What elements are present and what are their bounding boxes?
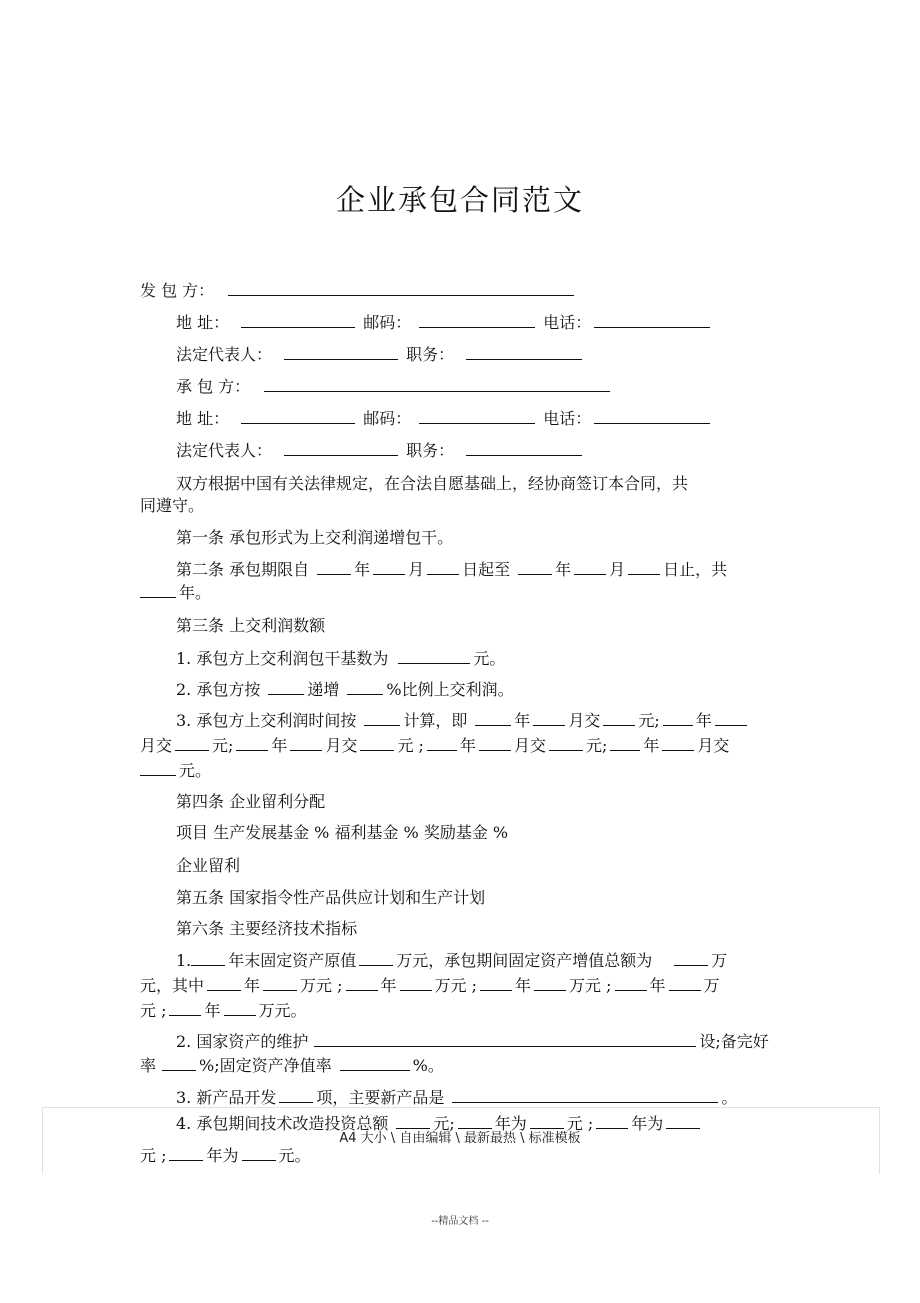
job-label: 职务： — [406, 441, 455, 460]
blank[interactable] — [162, 1055, 196, 1071]
document-title: 企业承包合同范文 — [335, 183, 584, 217]
article-3-item-2 — [176, 679, 514, 700]
blank[interactable] — [479, 735, 511, 751]
unit-text: 万 — [703, 976, 720, 995]
unit-text: 计算，即 — [403, 711, 468, 730]
blank[interactable] — [169, 1000, 201, 1016]
unit-text: 递增 — [307, 680, 340, 699]
blank[interactable] — [603, 710, 635, 726]
party-b-blank[interactable] — [264, 376, 610, 392]
blank[interactable] — [224, 1000, 256, 1016]
unit-text: 日起至 — [462, 560, 511, 579]
article-6-item-2-line-2 — [140, 1055, 444, 1076]
item-text: 2. 承包方按 — [176, 680, 261, 699]
unit-text: 元; — [433, 1114, 455, 1133]
unit-text: 月交 — [325, 736, 358, 755]
article-6-head: 第六条 主要经济技术指标 — [176, 919, 358, 938]
unit-text: 年 — [515, 976, 532, 995]
blank[interactable] — [317, 559, 351, 575]
unit-text: 元。 — [278, 1146, 311, 1165]
blank[interactable] — [290, 735, 322, 751]
blank[interactable] — [263, 975, 297, 991]
unit-text: 年为 — [631, 1114, 664, 1133]
unit-text: 元 ; — [397, 736, 424, 755]
blank[interactable] — [314, 1031, 696, 1047]
unit-text: 率 — [140, 1056, 157, 1075]
unit-text: 年 — [514, 711, 531, 730]
tel-blank[interactable] — [594, 408, 710, 424]
unit-text: 元 ; — [140, 1001, 167, 1020]
unit-text: 。 — [721, 1088, 738, 1107]
zip-blank[interactable] — [419, 408, 535, 424]
address-label: 地 址： — [176, 409, 230, 428]
unit-text: 年 — [695, 711, 712, 730]
blank[interactable] — [340, 1055, 410, 1071]
unit-text: 年 — [204, 1001, 221, 1020]
article-1: 第一条 承包形式为上交利润递增包干。 — [176, 528, 454, 547]
article-3-item-3-line-1 — [176, 710, 750, 731]
unit-text: 万元。 — [258, 1001, 307, 1020]
unit-text: 元 ; — [566, 1114, 594, 1133]
party-a-rep-line — [176, 344, 585, 365]
unit-text: 元。 — [179, 761, 212, 780]
unit-text: 年 — [649, 976, 666, 995]
blank[interactable] — [615, 975, 647, 991]
unit-text: 年 — [555, 560, 572, 579]
blank[interactable] — [427, 559, 459, 575]
job-blank[interactable] — [466, 344, 582, 360]
blank[interactable] — [242, 1145, 276, 1161]
blank[interactable] — [452, 1087, 718, 1103]
zip-blank[interactable] — [419, 312, 535, 328]
article-6-item-1-line-1 — [176, 950, 727, 971]
blank[interactable] — [534, 975, 566, 991]
item-text: 4. 承包期间技术改造投资总额 — [176, 1114, 389, 1133]
unit-text: 万元 ; — [434, 976, 478, 995]
unit-text: 元; — [585, 736, 608, 755]
unit-text: 设;备完好 — [699, 1032, 769, 1051]
party-a-label: 发 包 方： — [140, 281, 215, 300]
unit-text: 月 — [408, 560, 425, 579]
blank[interactable] — [518, 559, 552, 575]
unit-text: 年为 — [494, 1114, 527, 1133]
blank[interactable] — [574, 559, 606, 575]
unit-text: 年 — [244, 976, 261, 995]
blank[interactable] — [373, 559, 405, 575]
blank[interactable] — [398, 648, 470, 664]
article-6-item-1-line-2 — [140, 975, 720, 996]
article-6-item-1-line-3 — [140, 1000, 307, 1021]
article-2-line-1 — [176, 559, 727, 580]
rep-label: 法定代表人： — [176, 345, 273, 364]
party-b-address-line — [176, 408, 713, 429]
blank[interactable] — [662, 735, 694, 751]
unit-text: 月交 — [513, 736, 546, 755]
unit-text: 元。 — [473, 649, 506, 668]
article-5: 第五条 国家指令性产品供应计划和生产计划 — [176, 888, 486, 907]
blank[interactable] — [400, 975, 432, 991]
unit-text: 年 — [643, 736, 660, 755]
item-text: 2. 国家资产的维护 — [176, 1032, 309, 1051]
unit-text: 年为 — [206, 1146, 239, 1165]
address-blank[interactable] — [241, 312, 355, 328]
address-blank[interactable] — [241, 408, 355, 424]
zip-label: 邮码： — [363, 409, 412, 428]
unit-text: 月交 — [568, 711, 601, 730]
article-3-head: 第三条 上交利润数额 — [176, 616, 326, 635]
blank[interactable] — [427, 735, 457, 751]
blank[interactable] — [669, 975, 701, 991]
blank[interactable] — [663, 710, 693, 726]
job-blank[interactable] — [466, 440, 582, 456]
rep-blank[interactable] — [284, 440, 398, 456]
zip-label: 邮码： — [363, 313, 412, 332]
job-label: 职务： — [406, 345, 455, 364]
blank[interactable] — [360, 735, 394, 751]
unit-text: %。 — [412, 1056, 444, 1075]
unit-text: 月交 — [140, 736, 173, 755]
unit-text: 元，其中 — [140, 976, 205, 995]
unit-text: 项，主要新产品是 — [316, 1088, 445, 1107]
article-4-retained: 企业留利 — [176, 856, 241, 875]
blank[interactable] — [549, 735, 583, 751]
blank[interactable] — [674, 950, 708, 966]
rep-label: 法定代表人： — [176, 441, 273, 460]
unit-text: 万元 ; — [300, 976, 343, 995]
template-banner-text: A4 大小 \ 自由编辑 \ 最新最热 \ 标准模板 — [339, 1131, 581, 1146]
rep-blank[interactable] — [284, 344, 398, 360]
item-text: 1. 承包方上交利润包干基数为 — [176, 649, 389, 668]
unit-text: 年末固定资产原值 — [228, 951, 357, 970]
unit-text: 年。 — [179, 583, 212, 602]
unit-text: 万元，承包期间固定资产增值总额为 — [396, 951, 653, 970]
blank[interactable] — [533, 710, 565, 726]
unit-text: 年 — [271, 736, 288, 755]
blank[interactable] — [347, 679, 383, 695]
unit-text: 月交 — [697, 736, 730, 755]
article-2-head: 第二条 承包期限自 — [176, 560, 310, 579]
party-b-line — [176, 376, 613, 397]
unit-text: 万元 ; — [569, 976, 612, 995]
article-3-item-3-line-2 — [140, 735, 729, 756]
unit-text: 年 — [459, 736, 476, 755]
blank[interactable] — [346, 975, 378, 991]
tel-label: 电话： — [543, 409, 592, 428]
unit-text: %;固定资产净值率 — [199, 1056, 332, 1075]
article-4-items: 项目 生产发展基金 % 福利基金 % 奖励基金 % — [176, 823, 509, 842]
blank[interactable] — [140, 582, 176, 598]
blank[interactable] — [480, 975, 512, 991]
blank[interactable] — [207, 975, 241, 991]
blank[interactable] — [610, 735, 640, 751]
party-a-address-line — [176, 312, 713, 333]
article-6-item-2-line-1 — [176, 1031, 769, 1052]
unit-text: 万 — [711, 951, 728, 970]
blank[interactable] — [191, 950, 225, 966]
blank[interactable] — [359, 950, 393, 966]
party-a-blank[interactable] — [228, 280, 574, 296]
preamble-line-2: 同遵守。 — [140, 496, 205, 515]
article-6-item-4-line-2 — [140, 1145, 311, 1166]
blank[interactable] — [628, 559, 660, 575]
article-4-head: 第四条 企业留利分配 — [176, 792, 326, 811]
blank[interactable] — [169, 1145, 203, 1161]
unit-text: 元; — [638, 711, 660, 730]
tel-label: 电话： — [543, 313, 592, 332]
item-text: 3. 承包方上交利润时间按 — [176, 711, 357, 730]
unit-text: 月 — [609, 560, 626, 579]
blank[interactable] — [236, 735, 268, 751]
unit-text: 元 ; — [140, 1146, 167, 1165]
blank[interactable] — [364, 710, 400, 726]
article-2-line-2 — [140, 582, 211, 603]
article-3-item-3-line-3 — [140, 760, 211, 781]
article-6-item-3 — [176, 1087, 737, 1108]
party-b-label: 承 包 方： — [176, 377, 251, 396]
item-text: 1. — [176, 951, 192, 970]
preamble-line-1: 双方根据中国有关法律规定，在合法自愿基础上，经协商签订本合同，共 — [176, 474, 689, 493]
blank[interactable] — [140, 760, 176, 776]
page-footer: --精品文档 -- — [431, 1216, 489, 1227]
party-a-line — [140, 280, 577, 301]
party-b-rep-line — [176, 440, 585, 461]
address-label: 地 址： — [176, 313, 230, 332]
unit-text: %比例上交利润。 — [386, 680, 514, 699]
blank[interactable] — [279, 1087, 313, 1103]
blank[interactable] — [175, 735, 209, 751]
blank[interactable] — [475, 710, 511, 726]
article-3-item-1 — [176, 648, 505, 669]
tel-blank[interactable] — [594, 312, 710, 328]
item-text: 3. 新产品开发 — [176, 1088, 277, 1107]
unit-text: 年 — [354, 560, 371, 579]
unit-text: 元; — [212, 736, 234, 755]
unit-text: 日止，共 — [663, 560, 728, 579]
blank[interactable] — [715, 710, 747, 726]
blank[interactable] — [268, 679, 304, 695]
unit-text: 年 — [380, 976, 397, 995]
